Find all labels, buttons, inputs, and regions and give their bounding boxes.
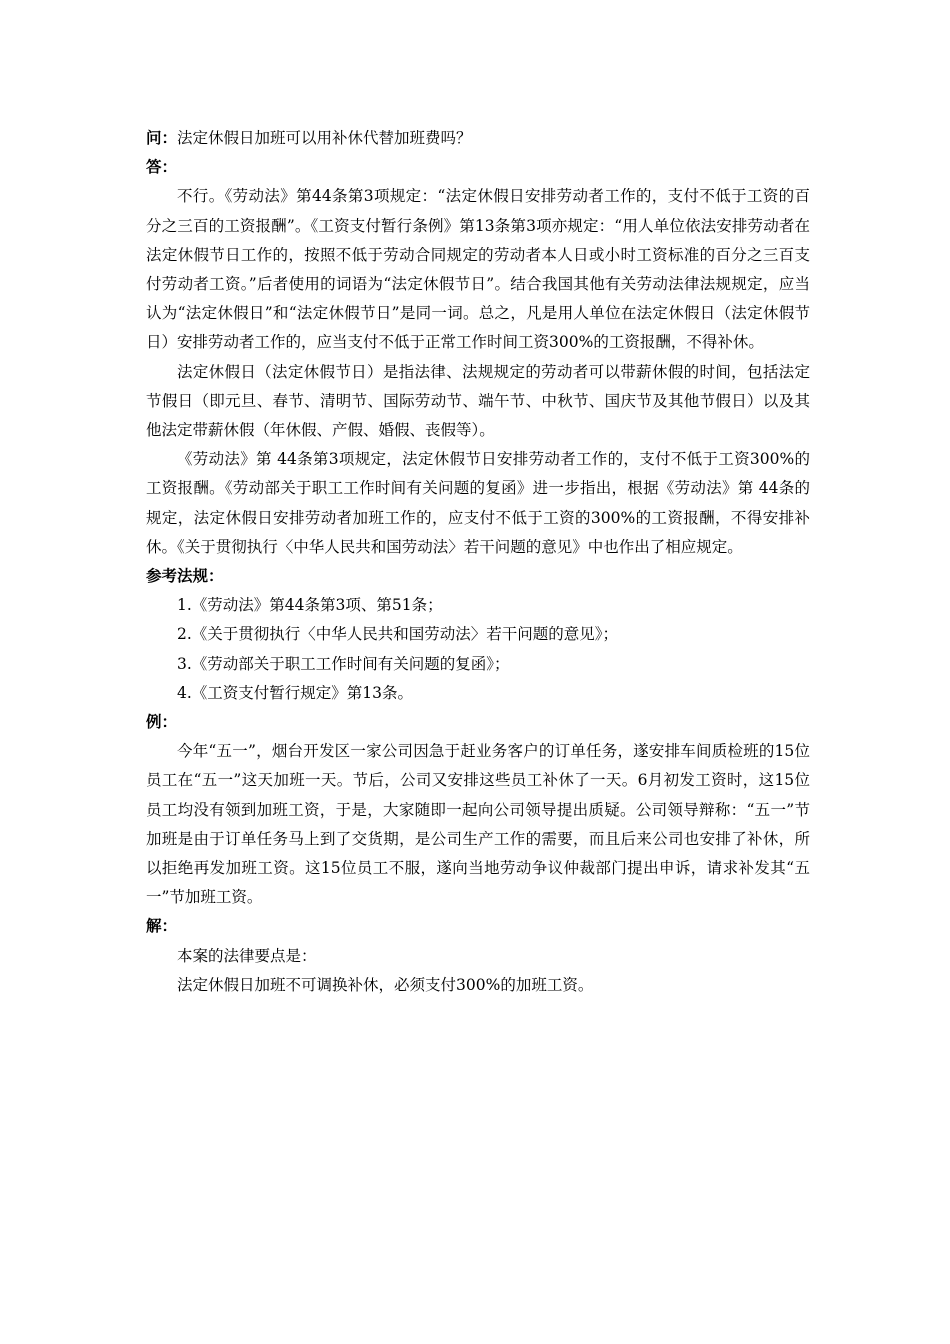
question-line bbox=[146, 124, 810, 153]
answer-label: 答： bbox=[146, 158, 178, 177]
references-label: 参考法规： bbox=[146, 567, 224, 586]
example-label: 例： bbox=[146, 713, 178, 732]
solution-paragraph: 法定休假日加班不可调换补休，必须支付300%的加班工资。 bbox=[177, 975, 594, 994]
reference-item: 4.《工资支付暂行规定》第13条。 bbox=[177, 683, 414, 702]
solution-paragraph: 本案的法律要点是： bbox=[177, 946, 317, 965]
reference-item: 3.《劳动部关于职工工作时间有关问题的复函》； bbox=[177, 654, 510, 673]
answer-paragraph: 法定休假日（法定休假节日）是指法律、法规规定的劳动者可以带薪休假的时间，包括法定节假日（即元旦、春节、清明节、国际劳动节、端午节、中秋节、国庆节及其他节假日）以及其他法定带薪休假（年休假、产假、婚假、丧假等）。 bbox=[146, 362, 810, 440]
solution-label: 解： bbox=[146, 917, 178, 936]
answer-paragraph: 不行。《劳动法》第44条第3项规定：“法定休假日安排劳动者工作的，支付不低于工资的百分之三百的工资报酬”。《工资支付暂行条例》第13条第3项亦规定：“用人单位依法安排劳动者在法定休假节日工作的，按照不低于劳动合同规定的劳动者本人日或小时工资标准的百分之三百支付劳动者工资。”后者使用的词语为“法定休假节日”。结合我国其他有关劳动法律法规规定，应当认为“法定休假日”和“法定休假节日”是同一词。总之，凡是用人单位在法定休假日（法定休假节日）安排劳动者工作的，应当支付不低于正常工作时间工资300%的工资报酬，不得补休。 bbox=[146, 187, 810, 352]
document-body bbox=[146, 124, 810, 1000]
question-label: 问： bbox=[146, 129, 178, 147]
example-paragraph: 今年“五一”，烟台开发区一家公司因急于赶业务客户的订单任务，遂安排车间质检班的15位员工在“五一”这天加班一天。节后，公司又安排这些员工补休了一天。6月初发工资时，这15位员工均没有领到加班工资，于是，大家随即一起向公司领导提出质疑。公司领导辩称：“五一”节加班是由于订单任务马上到了交货期，是公司生产工作的需要，而且后来公司也安排了补休，所以拒绝再发加班工资。这15位员工不服，遂向当地劳动争议仲裁部门提出申诉，请求补发其“五一”节加班工资。 bbox=[146, 742, 810, 907]
answer-paragraph: 《劳动法》第 44条第3项规定，法定休假节日安排劳动者工作的，支付不低于工资300%的工资报酬。《劳动部关于职工工作时间有关问题的复函》进一步指出，根据《劳动法》第 44条的规定，法定休假日安排劳动者加班工作的，应支付不低于工资的300%的工资报酬，不得安排补休。《关于贯彻执行〈中华人民共和国劳动法〉若干问题的意见》中也作出了相应规定。 bbox=[146, 450, 810, 556]
question-text: 法定休假日加班可以用补休代替加班费吗？ bbox=[177, 129, 472, 147]
reference-item: 1.《劳动法》第44条第3项、第51条； bbox=[177, 596, 443, 615]
reference-item: 2.《关于贯彻执行〈中华人民共和国劳动法〉若干问题的意见》； bbox=[177, 625, 619, 644]
